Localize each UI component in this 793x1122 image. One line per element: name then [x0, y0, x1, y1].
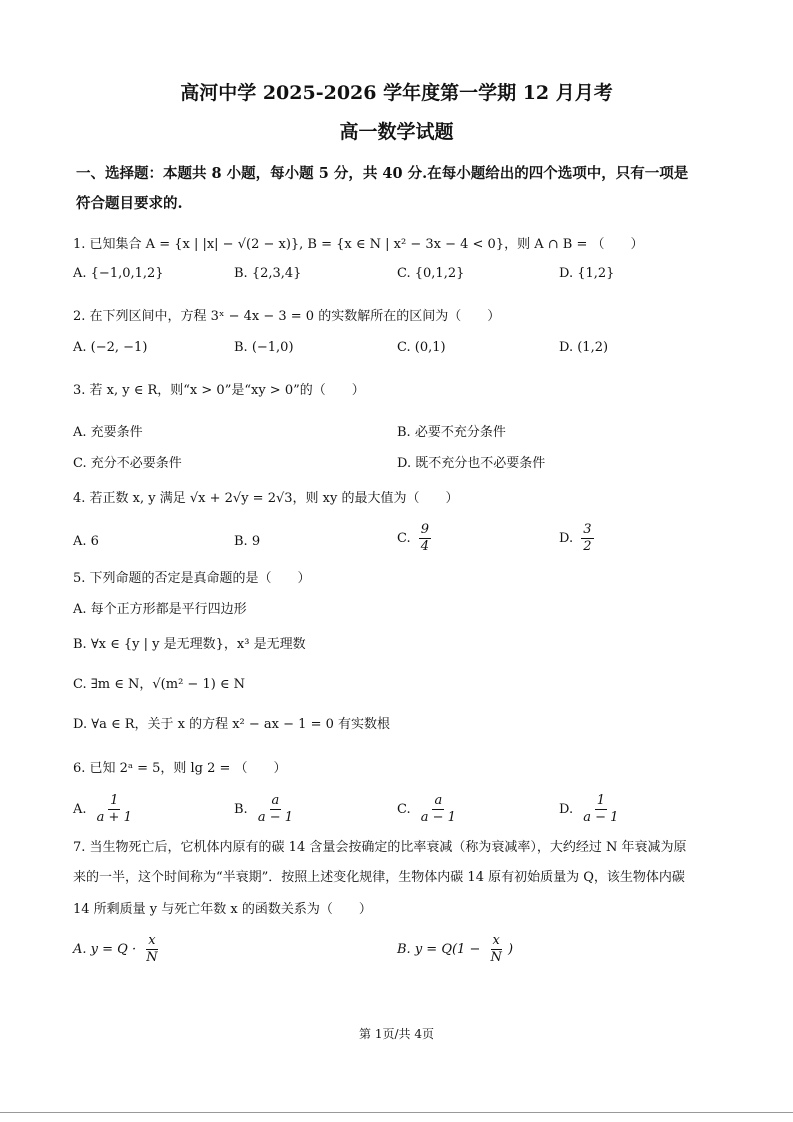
- fraction-numerator: a: [434, 793, 443, 808]
- question-6-stem: 6. 已知 2ᵃ = 5，则 lg 2 = （ ）: [73, 761, 287, 776]
- question-6-option-c: [397, 793, 458, 826]
- question-1-option-d: D. {1,2}: [559, 266, 615, 281]
- fraction-numerator: 9: [420, 522, 430, 537]
- question-6-option-d-label: D.: [559, 802, 574, 817]
- question-4-option-d-label: D.: [559, 531, 574, 546]
- fraction-denominator: a + 1: [96, 810, 132, 825]
- question-2-option-d: D. (1,2): [559, 340, 609, 355]
- question-4-option-a: A. 6: [73, 534, 99, 549]
- question-7-option-b: [397, 933, 513, 966]
- question-3-stem: 3. 若 x, y ∈ R，则“x > 0”是“xy > 0”的（ ）: [73, 383, 365, 398]
- question-2-option-c: C. (0,1): [397, 340, 446, 355]
- exam-subtitle: 高一数学试题: [339, 121, 454, 143]
- question-1-option-b: B. {2,3,4}: [234, 266, 302, 281]
- question-5-option-c: C. ∃m ∈ N，√(m² − 1) ∈ N: [73, 677, 246, 692]
- fraction-numerator: 1: [110, 793, 119, 808]
- question-3-option-d: D. 既不充分也不必要条件: [397, 456, 546, 471]
- fraction-numerator: x: [148, 933, 156, 948]
- question-6-option-a-label: A.: [73, 802, 87, 817]
- section-heading-line2: 符合题目要求的.: [76, 195, 183, 212]
- question-3-option-b: B. 必要不充分条件: [397, 425, 506, 440]
- question-2-option-b: B. (−1,0): [234, 340, 294, 355]
- question-7-option-a-fraction: [144, 933, 159, 966]
- question-6-option-b: [234, 793, 295, 826]
- question-6-option-c-fraction: [419, 793, 458, 826]
- question-5-option-d: D. ∀a ∈ R，关于 x 的方程 x² − ax − 1 = 0 有实数根: [73, 717, 390, 732]
- question-6-option-a: [73, 793, 134, 826]
- section-heading-line1: 一、选择题：本题共 8 小题，每小题 5 分，共 40 分.在每小题给出的四个选项中，只有一项是: [76, 165, 689, 182]
- question-3-option-c: C. 充分不必要条件: [73, 456, 182, 471]
- fraction-numerator: 3: [583, 522, 592, 537]
- question-7-option-a-prefix: A. y = Q ·: [73, 942, 137, 957]
- fraction-denominator: a − 1: [257, 810, 294, 825]
- question-7-line-3: 14 所剩质量 y 与死亡年数 x 的函数关系为（ ）: [73, 902, 372, 917]
- question-6-option-b-label: B.: [234, 802, 248, 817]
- fraction-denominator: N: [146, 950, 158, 965]
- question-1-option-c: C. {0,1,2}: [397, 266, 465, 281]
- question-4-option-c: [397, 522, 431, 555]
- question-6-option-d: [559, 793, 620, 826]
- fraction-denominator: a − 1: [583, 810, 619, 825]
- fraction-numerator: 1: [596, 793, 605, 808]
- question-6-option-b-fraction: [256, 793, 295, 826]
- fraction-denominator: N: [490, 950, 502, 965]
- question-6-option-c-label: C.: [397, 802, 411, 817]
- question-7-option-a: [73, 933, 160, 966]
- question-4-stem: 4. 若正数 x, y 满足 √x + 2√y = 2√3，则 xy 的最大值为（ ）: [73, 491, 459, 506]
- page-bottom-divider: [0, 1112, 793, 1113]
- fraction-numerator: a: [271, 793, 280, 808]
- question-7-option-b-suffix: ): [508, 942, 514, 957]
- question-5-stem: 5. 下列命题的否定是真命题的是（ ）: [73, 571, 311, 586]
- question-6-option-a-fraction: [95, 793, 134, 826]
- question-4-option-c-fraction: [419, 522, 431, 555]
- fraction-denominator: 4: [420, 539, 430, 554]
- question-7-line-1: 7. 当生物死亡后，它机体内原有的碳 14 含量会按确定的比率衰减（称为衰减率），大约经过 N 年衰减为原: [73, 840, 687, 855]
- page-footer: 第 1页/共 4页: [359, 1027, 434, 1041]
- question-1-option-a: A. {−1,0,1,2}: [73, 266, 164, 281]
- exam-title: 高河中学 2025-2026 学年度第一学期 12 月月考: [180, 82, 613, 104]
- question-1-stem: 1. 已知集合 A = {x | |x| − √(2 − x)}, B = {x ∈ N | x² − 3x − 4 < 0}，则 A ∩ B = （ ）: [73, 237, 644, 252]
- question-5-option-b: B. ∀x ∈ {y | y 是无理数}，x³ 是无理数: [73, 637, 306, 652]
- question-7-line-2: 来的一半，这个时间称为“半衰期”．按照上述变化规律，生物体内碳 14 原有初始质量为 Q，该生物体内碳: [73, 870, 685, 885]
- question-5-option-a: A. 每个正方形都是平行四边形: [73, 602, 247, 617]
- question-6-option-d-fraction: [581, 793, 620, 826]
- fraction-denominator: 2: [583, 539, 592, 554]
- question-3-option-a: A. 充要条件: [73, 425, 143, 440]
- question-4-option-d-fraction: [581, 522, 593, 555]
- question-4-option-b: B. 9: [234, 534, 261, 549]
- question-2-stem: 2. 在下列区间中，方程 3ˣ − 4x − 3 = 0 的实数解所在的区间为（ ）: [73, 309, 501, 324]
- question-4-option-c-label: C.: [397, 531, 411, 546]
- fraction-numerator: x: [492, 933, 500, 948]
- question-7-option-b-fraction: [489, 933, 504, 966]
- fraction-denominator: a − 1: [420, 810, 456, 825]
- question-7-option-b-prefix: B. y = Q(1 −: [397, 942, 481, 957]
- question-4-option-d: [559, 522, 594, 555]
- question-2-option-a: A. (−2, −1): [73, 340, 148, 355]
